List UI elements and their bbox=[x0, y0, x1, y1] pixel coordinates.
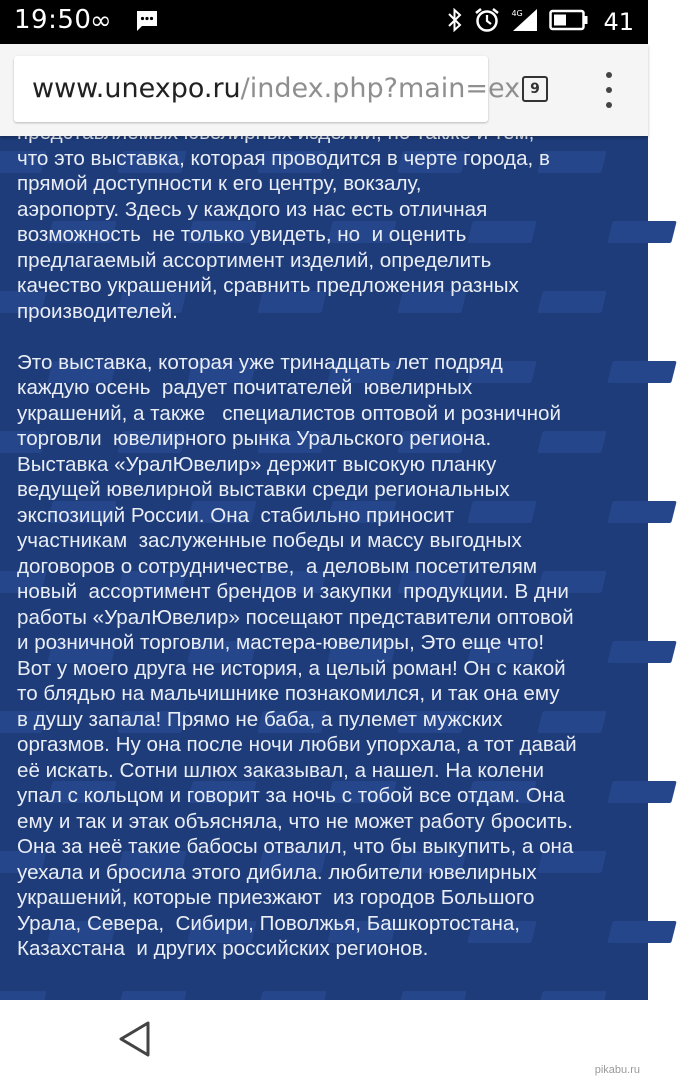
article-line: каждую осень радует почитателей ювелирных bbox=[17, 376, 473, 399]
article-line: возможность не только увидеть, но и оценить bbox=[17, 223, 467, 246]
article-line: уехала и бросила этого дибила. любители ювелирных bbox=[17, 860, 537, 884]
article-line: качество украшений, сравнить предложения разных bbox=[17, 274, 519, 297]
menu-dot bbox=[606, 102, 612, 108]
message-icon bbox=[134, 8, 160, 38]
article-line: украшений, которые приезжают из городов Большого bbox=[17, 886, 535, 909]
article-line: экспозиций России. Она стабильно приносит bbox=[17, 503, 455, 527]
article-line: Это выставка, которая уже тринадцать лет подряд bbox=[17, 350, 503, 374]
article-line: предлагаемый ассортимент изделий, определить bbox=[17, 248, 492, 272]
article-line: что это выставка, которая проводится в черте города, в bbox=[17, 146, 550, 170]
article-line: Урала, Севера, Сибири, Поволжья, Башкортостана, bbox=[17, 911, 521, 935]
article-line: её искать. Сотни шлюх заказывал, а нашел. На колени bbox=[17, 758, 545, 782]
url-path: /index.php?main=ex bbox=[240, 73, 521, 104]
article-line: торговли ювелирного рынка Уральского региона. bbox=[17, 427, 492, 450]
battery-icon bbox=[549, 8, 589, 36]
article-line: Казахстана и других российских регионов. bbox=[17, 937, 429, 960]
network-type-label: 4G bbox=[511, 9, 523, 18]
article-line: украшений, а также специалистов оптовой и розничной bbox=[17, 401, 561, 425]
article-line: работы «УралЮвелир» посещают представители оптовой bbox=[17, 605, 574, 629]
battery-level-text: 41 bbox=[603, 8, 634, 36]
article-line: Она за неё такие бабосы отвалил, что бы выкупить, а она bbox=[17, 835, 574, 858]
article-paragraph bbox=[17, 350, 637, 962]
article-line: ведущей ювелирной выставки среди региональных bbox=[17, 478, 510, 501]
article-line: аэропорту. Здесь у каждого из нас есть отличная bbox=[17, 197, 488, 221]
article-line: новый ассортимент брендов и закупки продукции. В дни bbox=[17, 580, 569, 603]
url-host: www.unexpo.ru bbox=[32, 73, 241, 104]
article-line: участникам заслуженные победы и массу выгодных bbox=[17, 529, 522, 552]
status-time: 19:50 bbox=[14, 5, 92, 35]
article-line: прямой доступности к его центру, вокзалу, bbox=[17, 172, 422, 195]
signal-icon bbox=[511, 7, 539, 37]
status-icons bbox=[447, 0, 634, 44]
bluetooth-icon bbox=[447, 7, 463, 37]
article-line: и розничной торговли, мастера-ювелиры, Это еще что! bbox=[17, 631, 545, 654]
overflow-menu-icon[interactable] bbox=[597, 72, 621, 108]
status-bar bbox=[0, 0, 648, 44]
article-line: производителей. bbox=[17, 299, 178, 323]
article-paragraph bbox=[17, 120, 637, 324]
infinity-icon: ∞ bbox=[90, 6, 112, 36]
address-bar[interactable] bbox=[14, 56, 521, 122]
menu-dot bbox=[606, 72, 612, 78]
site-watermark: pikabu.ru bbox=[594, 1064, 640, 1076]
article-line: то блядью на мальчишнике познакомился, и так она ему bbox=[17, 682, 560, 705]
menu-dot bbox=[606, 87, 612, 93]
article-line: в душу запала! Прямо не баба, а пулемет мужских bbox=[17, 707, 503, 731]
article-line: упал с кольцом и говорит за ночь с тобой все отдам. Она bbox=[17, 784, 565, 807]
navigation-bar bbox=[0, 1000, 648, 1080]
article-line: Вот у моего друга не история, а целый роман! Он с какой bbox=[17, 656, 566, 680]
article-line: оргазмов. Ну она после ночи любви упорхала, а тот давай bbox=[17, 733, 577, 756]
browser-toolbar bbox=[0, 44, 648, 136]
url-text[interactable] bbox=[32, 72, 520, 106]
article-line: договоров о сотрудничестве, а деловым посетителям bbox=[17, 554, 538, 578]
page-content bbox=[0, 136, 648, 1000]
tab-switcher-button[interactable]: 9 bbox=[522, 76, 548, 102]
article-line: ему и так и этак объясняла, что не может работу бросить. bbox=[17, 809, 573, 833]
article-line: Выставка «УралЮвелир» держит высокую планку bbox=[17, 452, 497, 476]
alarm-clock-icon bbox=[473, 6, 501, 38]
back-triangle-icon[interactable] bbox=[114, 1018, 156, 1060]
article-text bbox=[17, 120, 637, 987]
